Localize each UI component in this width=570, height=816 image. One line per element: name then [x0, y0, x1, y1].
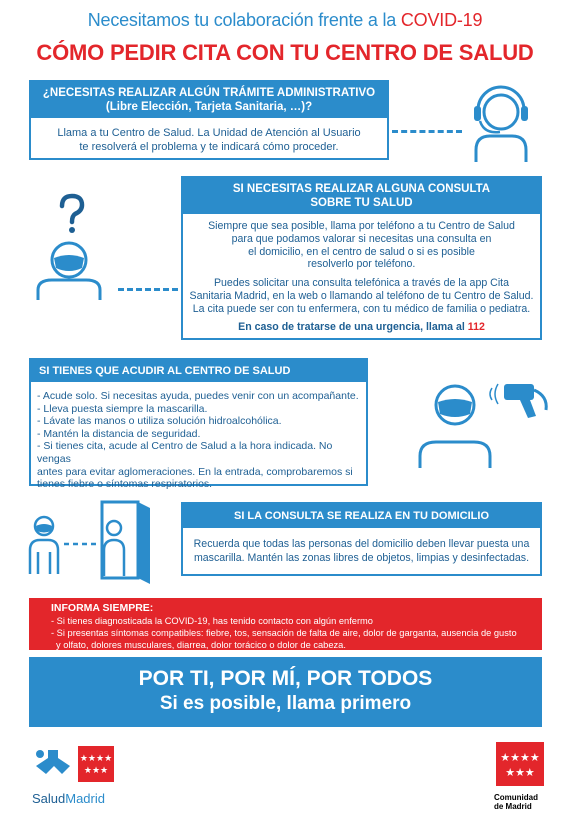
inform-always-box [29, 598, 542, 650]
section-visit-center-list [31, 382, 366, 499]
list-item: - Lávate las manos o utiliza solución hidroalcohólica. [37, 415, 282, 428]
comunidad-madrid-logo [494, 742, 554, 811]
section-health-consult-body: Siempre que sea posible, llama por teléfono a tu Centro de Salud para que podamos valorar si necesitas una consulta en el domicilio, en el centro de salud o si es posible resolverlo por teléfono. Puedes solicitar una consulta telefónica a través de la app Cita Sanitaria Madrid, en la web o llamando al teléfono de tu Centro de Salud. La cita puede ser con tu enfermera, con tu médico de familia o pediatra. En caso de tratarse de una urgencia, llama al 112 [189, 220, 534, 333]
dashed-connector [118, 288, 178, 291]
list-item: - Si presentas síntomas compatibles: fiebre, tos, sensación de falta de aire, dolor de garganta, ausencia de gusto [51, 628, 517, 638]
section-administrative-title: ¿NECESITAS REALIZAR ALGÚN TRÁMITE ADMINISTRATIVO (Libre Elección, Tarjeta Sanitaria, …)? [31, 82, 387, 118]
svg-text:★★★: ★★★ [83, 766, 109, 776]
doctor-at-door-icon [20, 494, 160, 584]
question-person-icon [24, 192, 114, 302]
salud-madrid-logo [32, 744, 142, 804]
svg-text:★★★: ★★★ [505, 766, 535, 779]
section-administrative-body: Llama a tu Centro de Salud. La Unidad de Atención al Usuario te resolverá el problema y te indicará cómo proceder. [57, 127, 361, 153]
section-home-visit-title: SI LA CONSULTA SE REALIZA EN TU DOMICILIO [183, 504, 540, 528]
section-health-consult [181, 176, 542, 340]
emergency-number: 112 [467, 320, 485, 333]
temperature-check-icon [410, 370, 550, 470]
list-item: y olfato, dolores musculares, diarrea, dolor torácico o dolor de cabeza. [56, 640, 346, 650]
list-item: - Si tienes diagnosticada la COVID-19, has tenido contacto con algún enfermo [51, 616, 373, 626]
header-subtitle: Necesitamos tu colaboración frente a la COVID-19 [87, 10, 483, 30]
list-item: antes para evitar aglomeraciones. En la entrada, comprobaremos si [37, 465, 353, 478]
svg-text:★★★★: ★★★★ [500, 751, 540, 764]
salud-madrid-wordmark: SaludMadrid [32, 791, 105, 806]
comunidad-madrid-flag-icon [496, 742, 544, 786]
section-home-visit-body: Recuerda que todas las personas del domicilio deben llevar puesta una mascarilla. Mantén las zonas libres de objetos, limpias y desinfectadas. [193, 538, 530, 564]
covid-highlight: COVID-19 [400, 10, 483, 30]
svg-text:★★★★: ★★★★ [79, 754, 113, 764]
section-administrative [29, 80, 389, 160]
section-visit-center [29, 358, 368, 491]
section-visit-center-title: SI TIENES QUE ACUDIR AL CENTRO DE SALUD [31, 360, 366, 382]
section-home-visit [181, 502, 542, 576]
headset-operator-icon [466, 78, 536, 163]
list-item: - Lleva puesta siempre la mascarilla. [37, 402, 208, 415]
inform-title: INFORMA SIEMPRE: [51, 602, 154, 614]
motto-banner [29, 657, 542, 727]
page-title: CÓMO PEDIR CITA CON TU CENTRO DE SALUD [36, 40, 534, 65]
dashed-connector [392, 130, 462, 133]
comunidad-madrid-wordmark: Comunidad de Madrid [494, 793, 538, 811]
urgency-note: En caso de tratarse de una urgencia, llama al 112 [238, 320, 485, 333]
call-first-line: Si es posible, llama primero [159, 693, 412, 714]
list-item: - Acude solo. Si necesitas ayuda, puedes venir con un acompañante. [37, 390, 359, 402]
salud-madrid-emblem-icon [32, 744, 142, 784]
motto-line: POR TI, POR MÍ, POR TODOS [138, 667, 433, 690]
list-item: - Mantén la distancia de seguridad. [37, 427, 201, 440]
list-item: tienes fiebre o síntomas respiratorios. [37, 478, 213, 491]
list-item: - Si tienes cita, acude al Centro de Salud a la hora indicada. No vengas [37, 440, 333, 465]
section-health-consult-title: SI NECESITAS REALIZAR ALGUNA CONSULTA SOBRE TU SALUD [183, 178, 540, 214]
